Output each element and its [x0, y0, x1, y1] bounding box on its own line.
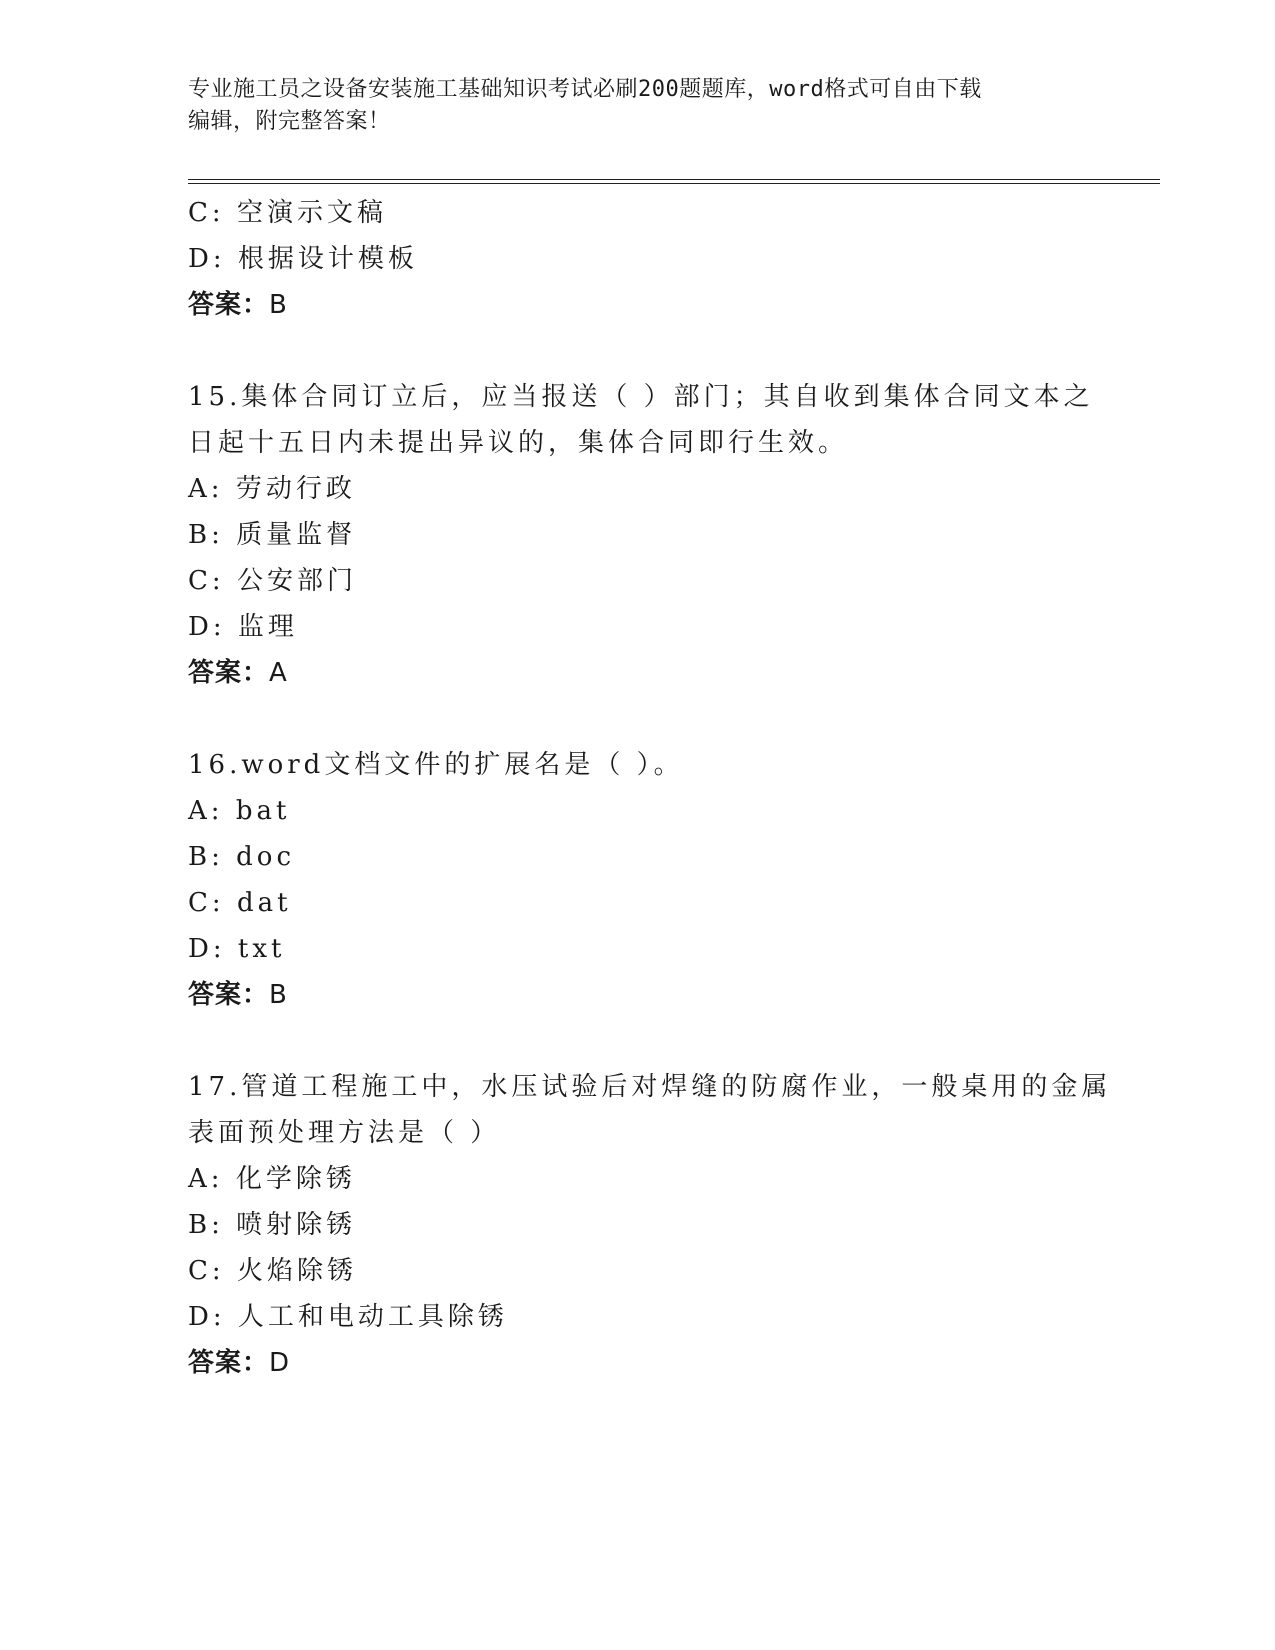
option-b: B: 喷射除锈: [188, 1210, 357, 1240]
question-block-16: [188, 742, 1088, 1018]
option-d: D: txt: [188, 934, 286, 964]
question-block-prev: [188, 190, 1088, 328]
answer-label: 答案：: [188, 980, 270, 1010]
option-b: B: 质量监督: [188, 520, 357, 550]
answer-line: [188, 1340, 1088, 1386]
question-block-15: [188, 374, 1094, 696]
answer-line: [188, 282, 1088, 328]
option-a: A: 化学除锈: [188, 1164, 356, 1194]
answer-label: 答案：: [188, 658, 270, 688]
option-d: D: 监理: [188, 612, 298, 642]
question-stem: 16.word文档文件的扩展名是（ ）。: [188, 750, 684, 780]
header-divider-top: [188, 179, 1160, 180]
option-a: A: 劳动行政: [188, 474, 356, 504]
answer-line: [188, 650, 1088, 696]
question-stem: 表面预处理方法是（ ）: [188, 1118, 501, 1148]
option-c: C: 公安部门: [188, 566, 357, 596]
header-line-1: 专业施工员之设备安装施工基础知识考试必刷200题题库，word格式可自由下载: [188, 77, 982, 102]
option-c: C: 空演示文稿: [188, 198, 387, 228]
question-block-17: [188, 1064, 1112, 1386]
option-c: C: dat: [188, 888, 292, 918]
answer-label: 答案：: [188, 1348, 270, 1378]
answer-value: D: [269, 1348, 291, 1378]
header-divider-bottom: [188, 183, 1160, 184]
option-d: D: 人工和电动工具除锈: [188, 1302, 508, 1332]
answer-line: [188, 972, 1088, 1018]
option-c: C: 火焰除锈: [188, 1256, 357, 1286]
answer-value: B: [269, 290, 288, 320]
question-stem: 日起十五日内未提出异议的，集体合同即行生效。: [188, 428, 849, 458]
header-line-2: 编辑，附完整答案！: [188, 109, 391, 134]
answer-value: A: [269, 658, 288, 688]
option-a: A: bat: [188, 796, 291, 826]
document-header: [188, 74, 1088, 138]
question-stem: 15.集体合同订立后，应当报送（ ）部门；其自收到集体合同文本之: [188, 382, 1094, 412]
answer-label: 答案：: [188, 290, 270, 320]
question-stem: 17.管道工程施工中，水压试验后对焊缝的防腐作业，一般桌用的金属: [188, 1072, 1112, 1102]
option-b: B: doc: [188, 842, 295, 872]
document-body: [188, 190, 1112, 1386]
answer-value: B: [269, 980, 288, 1010]
option-d: D: 根据设计模板: [188, 244, 418, 274]
